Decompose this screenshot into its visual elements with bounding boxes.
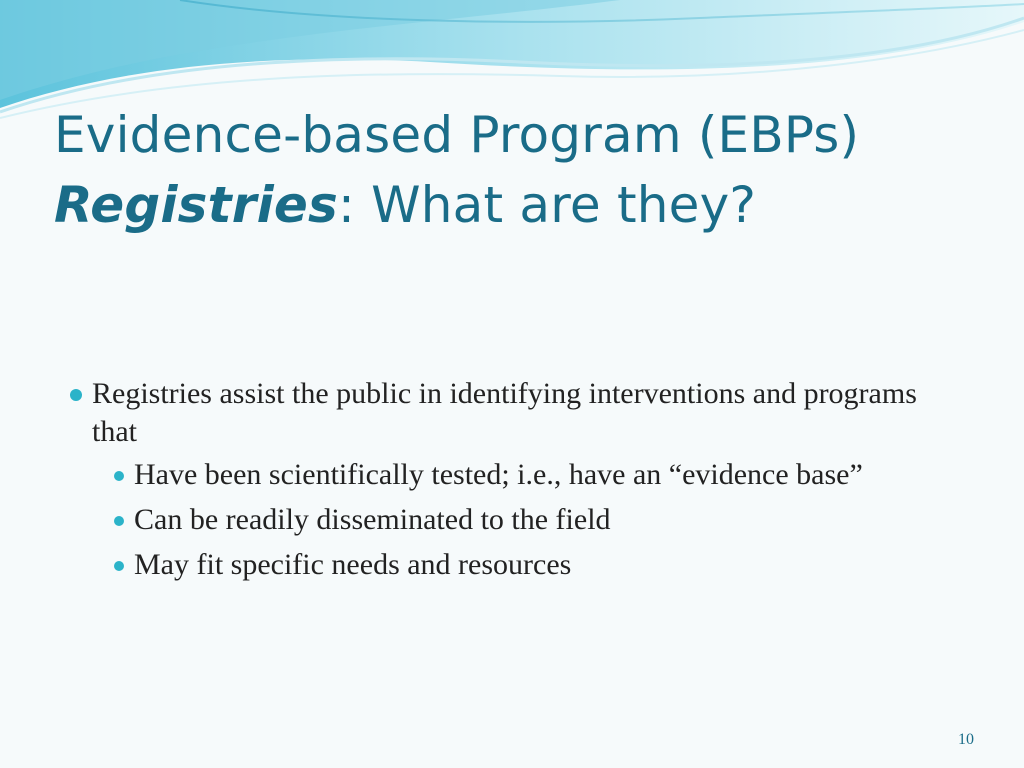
bullet-dot-icon bbox=[114, 516, 124, 526]
title-line-1: Evidence-based Program (EBPs) bbox=[54, 106, 860, 164]
title-line-2 bbox=[54, 178, 994, 232]
sub-bullet-text: Have been scientifically tested; i.e., have an “evidence base” bbox=[134, 458, 863, 491]
bullet-main-text: Registries assist the public in identifying interventions and programs that bbox=[92, 377, 917, 448]
bullet-dot-icon bbox=[70, 389, 82, 401]
page-number: 10 bbox=[958, 731, 974, 748]
sub-bullet-item bbox=[108, 502, 966, 538]
bullet-dot-icon bbox=[114, 561, 124, 571]
slide-body bbox=[66, 375, 966, 592]
bullet-dot-icon bbox=[114, 471, 124, 481]
bullet-item-main bbox=[66, 375, 966, 451]
sub-bullet-text: Can be readily disseminated to the field bbox=[134, 503, 611, 536]
sub-bullet-item bbox=[108, 457, 966, 493]
title-rest: : What are they? bbox=[337, 176, 757, 234]
title-emphasis: Registries bbox=[54, 176, 338, 234]
slide-title bbox=[54, 108, 994, 232]
sub-bullet-text: May fit specific needs and resources bbox=[134, 548, 572, 581]
sub-bullet-item bbox=[108, 547, 966, 583]
sub-bullet-list bbox=[66, 457, 966, 583]
